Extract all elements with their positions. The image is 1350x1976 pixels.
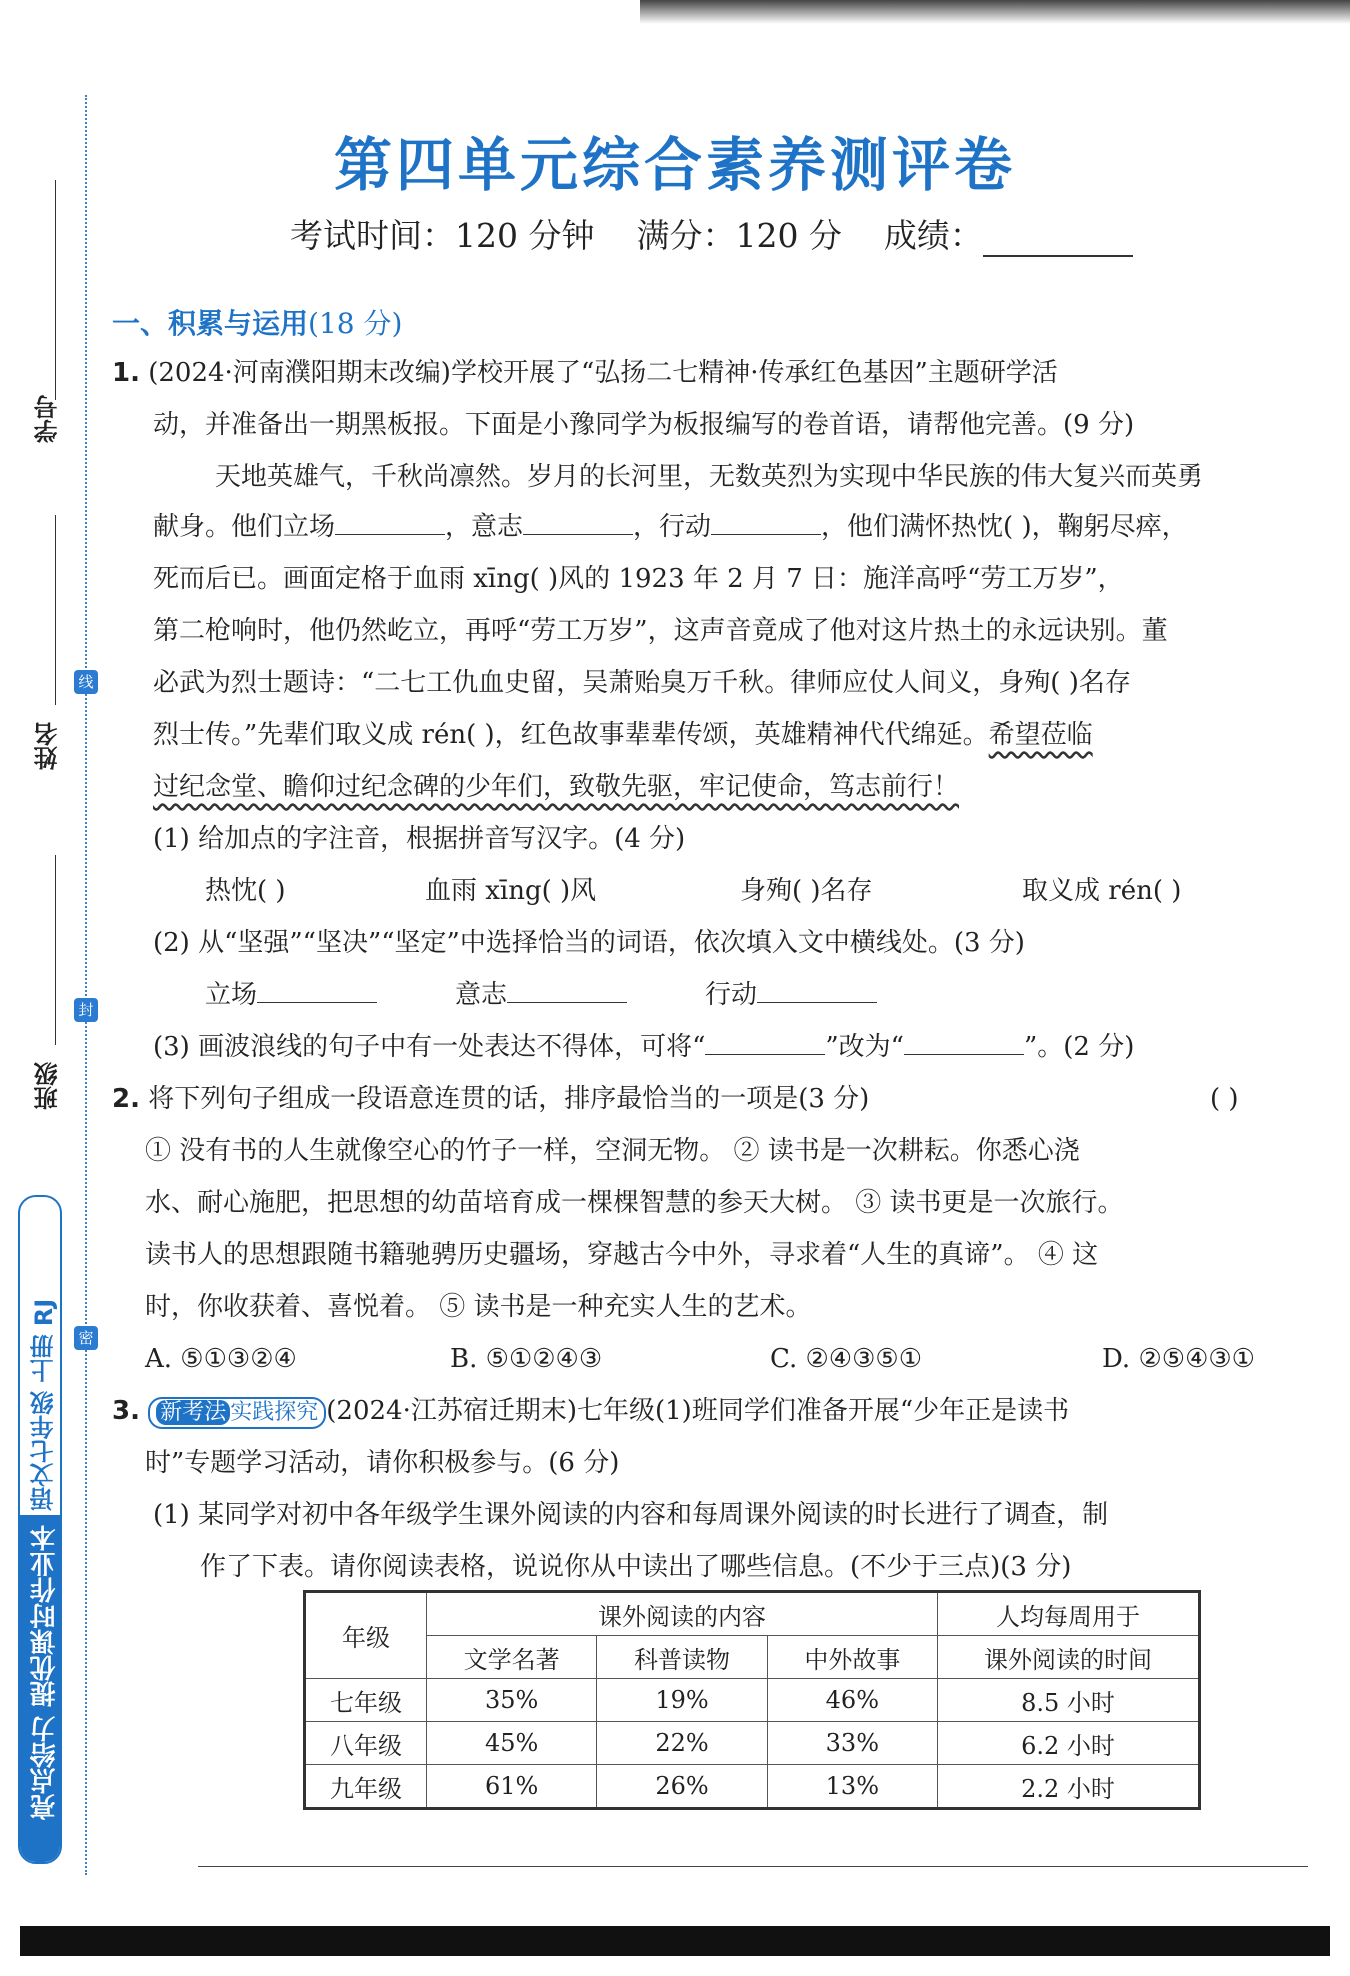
cell-stories: 13% bbox=[767, 1765, 937, 1809]
q1-sub3 bbox=[153, 1030, 1134, 1064]
passage-text: ，行动 bbox=[633, 512, 712, 542]
class-label: 班级 bbox=[34, 1062, 62, 1110]
student-no-label: 学号 bbox=[34, 395, 62, 443]
th-time-2: 课外阅读的时间 bbox=[938, 1636, 1200, 1679]
th-stories: 中外故事 bbox=[767, 1636, 937, 1679]
q3-stem bbox=[112, 1394, 1069, 1429]
q2-option-b[interactable]: B. ⑤①②④③ bbox=[450, 1344, 603, 1374]
q1-passage-4: 第二枪响时，他仍然屹立，再呼“劳工万岁”，这声音竟成了他对这片热土的永远诀别。董 bbox=[153, 616, 1168, 646]
passage-text: ，意志 bbox=[445, 512, 524, 542]
answer-blank[interactable] bbox=[507, 978, 627, 1003]
wavy-sentence-b: 过纪念堂、瞻仰过纪念碑的少年们，致敬先驱，牢记使命，笃志前行！ bbox=[153, 772, 960, 802]
time-value: 120 分钟 bbox=[455, 216, 595, 255]
q1-sub2-item-3 bbox=[705, 978, 877, 1012]
answer-blank[interactable] bbox=[257, 978, 377, 1003]
full-value: 120 分 bbox=[735, 216, 842, 255]
exam-meta bbox=[290, 210, 1133, 257]
section-heading bbox=[112, 302, 402, 342]
q1-sub1-item-3[interactable]: 身殉( )名存 bbox=[740, 876, 873, 906]
q3-sub1-b: 作了下表。请你阅读表格，说说你从中读出了哪些信息。(不少于三点)(3 分) bbox=[200, 1552, 1072, 1582]
blank-action[interactable] bbox=[711, 510, 821, 535]
seal-mark-secret: 密 bbox=[74, 1326, 98, 1350]
student-no-rule bbox=[55, 180, 56, 400]
passage-text: ，他们满怀热忱( )，鞠躬尽瘁， bbox=[821, 512, 1188, 542]
q2-stem bbox=[112, 1082, 869, 1116]
cell-stories: 46% bbox=[767, 1679, 937, 1722]
item-label: 立场 bbox=[205, 980, 258, 1010]
q3-stem-text: (2024·江苏宿迁期末)七年级(1)班同学们准备开展“少年正是读书 bbox=[326, 1396, 1070, 1426]
reading-survey-table bbox=[303, 1590, 1201, 1810]
scan-top-shadow bbox=[640, 0, 1350, 24]
th-science: 科普读物 bbox=[597, 1636, 767, 1679]
q2-option-c[interactable]: C. ②④③⑤① bbox=[770, 1344, 923, 1374]
name-label: 姓名 bbox=[34, 722, 62, 770]
full-label: 满分： bbox=[636, 216, 736, 255]
q1-passage-3: 死而后已。画面定格于血雨 xīng( )风的 1923 年 2 月 7 日：施洋高呼“劳工万岁”， bbox=[153, 564, 1124, 594]
time-label: 考试时间： bbox=[290, 216, 455, 255]
item-label: 意志 bbox=[455, 980, 508, 1010]
q1-passage-7 bbox=[153, 770, 959, 804]
q1-sub1-item-2[interactable]: 血雨 xīng( )风 bbox=[425, 876, 597, 906]
cell-science: 19% bbox=[597, 1679, 767, 1722]
brand-strip bbox=[18, 1195, 62, 1864]
table-row bbox=[305, 1765, 1200, 1809]
passage-text: 烈士传。”先辈们取义成 rén( )，红色故事辈辈传颂，英雄精神代代绵延。 bbox=[153, 720, 989, 750]
answer-blank[interactable] bbox=[757, 978, 877, 1003]
class-rule bbox=[55, 855, 56, 1045]
q3-stem-b: 时”专题学习活动，请你积极参与。(6 分) bbox=[145, 1448, 620, 1478]
sub3-text: ”。(2 分) bbox=[1023, 1032, 1135, 1062]
q2-line4: 时，你收获着、喜悦着。 ⑤ 读书是一种充实人生的艺术。 bbox=[145, 1292, 812, 1322]
q2-option-d[interactable]: D. ②⑤④③① bbox=[1102, 1344, 1255, 1374]
q3-sub1-a: (1) 某同学对初中各年级学生课外阅读的内容和每周课外阅读的时长进行了调查，制 bbox=[153, 1500, 1109, 1530]
q1-passage-1: 天地英雄气，千秋尚凛然。岁月的长河里，无数英烈为实现中华民族的伟大复兴而英勇 bbox=[215, 462, 1204, 492]
score-blank[interactable] bbox=[983, 225, 1133, 257]
q3-tag bbox=[148, 1397, 326, 1429]
th-time-1: 人均每周用于 bbox=[938, 1592, 1200, 1636]
cell-stories: 33% bbox=[767, 1722, 937, 1765]
score-label: 成绩： bbox=[883, 216, 983, 255]
q2-stem-text: 将下列句子组成一段语意连贯的话，排序最恰当的一项是(3 分) bbox=[148, 1084, 870, 1114]
cell-science: 26% bbox=[597, 1765, 767, 1809]
q1-passage-5: 必武为烈士题诗：“二七工仇血史留，吴萧贻臭万千秋。律师应仗人间义，身殉( )名存 bbox=[153, 668, 1131, 698]
q1-passage-2 bbox=[153, 510, 1188, 544]
cell-literature: 61% bbox=[427, 1765, 597, 1809]
q2-option-a[interactable]: A. ⑤①③②④ bbox=[145, 1344, 297, 1374]
seal-mark-line: 线 bbox=[74, 670, 98, 694]
cell-grade: 九年级 bbox=[305, 1765, 427, 1809]
q1-line1 bbox=[112, 356, 1058, 390]
passage-text: 献身。他们立场 bbox=[153, 512, 336, 542]
blank-stance[interactable] bbox=[335, 510, 445, 535]
q1-stem-b: 动，并准备出一期黑板报。下面是小豫同学为板报编写的卷首语，请帮他完善。(9 分) bbox=[153, 410, 1135, 440]
th-literature: 文学名著 bbox=[427, 1636, 597, 1679]
q3-number: 3. bbox=[112, 1396, 140, 1426]
brand-subject: 语文七年级 上册 RJ bbox=[30, 1298, 58, 1511]
answer-blank-original[interactable] bbox=[705, 1030, 825, 1055]
cell-time: 6.2 小时 bbox=[938, 1722, 1200, 1765]
q2-line2: 水、耐心施肥，把思想的幼苗培育成一棵棵智慧的参天大树。 ③ 读书更是一次旅行。 bbox=[145, 1188, 1124, 1218]
th-grade: 年级 bbox=[305, 1592, 427, 1679]
cell-time: 2.2 小时 bbox=[938, 1765, 1200, 1809]
q2-answer-paren[interactable]: ( ) bbox=[1210, 1084, 1239, 1114]
q1-sub2-item-1 bbox=[205, 978, 377, 1012]
name-rule bbox=[55, 515, 56, 705]
cell-literature: 35% bbox=[427, 1679, 597, 1722]
scan-bottom-edge bbox=[20, 1926, 1330, 1956]
cell-time: 8.5 小时 bbox=[938, 1679, 1200, 1722]
sub3-text: ”改为“ bbox=[825, 1032, 904, 1062]
page-title: 第四单元综合素养测评卷 bbox=[333, 131, 1016, 199]
q1-sub1: (1) 给加点的字注音，根据拼音写汉字。(4 分) bbox=[153, 824, 686, 854]
brand-name-block bbox=[20, 1515, 60, 1862]
brand-name: 亮点给力 提优课时作业本 bbox=[30, 1525, 60, 1821]
q2-number: 2. bbox=[112, 1084, 140, 1114]
tag-practice: 实践探究 bbox=[230, 1400, 319, 1425]
section-points: (18 分) bbox=[308, 307, 403, 340]
table-row bbox=[305, 1679, 1200, 1722]
answer-blank-revised[interactable] bbox=[904, 1030, 1024, 1055]
q1-stem-a: (2024·河南濮阳期末改编)学校开展了“弘扬二七精神·传承红色基因”主题研学活 bbox=[148, 358, 1058, 388]
cell-literature: 45% bbox=[427, 1722, 597, 1765]
item-label: 行动 bbox=[705, 980, 758, 1010]
q1-passage-6 bbox=[153, 718, 1093, 752]
section-title: 一、积累与运用 bbox=[112, 307, 309, 340]
th-content: 课外阅读的内容 bbox=[427, 1592, 938, 1636]
sub3-text: (3) 画波浪线的句子中有一处表达不得体，可将“ bbox=[153, 1032, 706, 1062]
q1-sub2: (2) 从“坚强”“坚决”“坚定”中选择恰当的词语，依次填入文中横线处。(3 分) bbox=[153, 928, 1025, 958]
blank-will[interactable] bbox=[523, 510, 633, 535]
wavy-sentence-a: 希望莅临 bbox=[988, 720, 1093, 750]
cell-grade: 七年级 bbox=[305, 1679, 427, 1722]
seal-mark-seal: 封 bbox=[74, 998, 98, 1022]
q1-sub1-item-4[interactable]: 取义成 rén( ) bbox=[1022, 876, 1182, 906]
cell-grade: 八年级 bbox=[305, 1722, 427, 1765]
q1-number: 1. bbox=[112, 358, 140, 388]
table-row bbox=[305, 1722, 1200, 1765]
q1-sub1-item-1[interactable]: 热忱( ) bbox=[205, 876, 286, 906]
q2-line1: ① 没有书的人生就像空心的竹子一样，空洞无物。 ② 读书是一次耕耘。你悉心浇 bbox=[145, 1136, 1080, 1166]
binding-dotted-line bbox=[85, 95, 87, 1875]
answer-rule[interactable] bbox=[198, 1866, 1308, 1867]
cell-science: 22% bbox=[597, 1722, 767, 1765]
tag-new-method: 新考法 bbox=[156, 1400, 230, 1425]
q2-line3: 读书人的思想跟随书籍驰骋历史疆场，穿越古今中外，寻求着“人生的真谛”。 ④ 这 bbox=[145, 1240, 1099, 1270]
q1-sub2-item-2 bbox=[455, 978, 627, 1012]
